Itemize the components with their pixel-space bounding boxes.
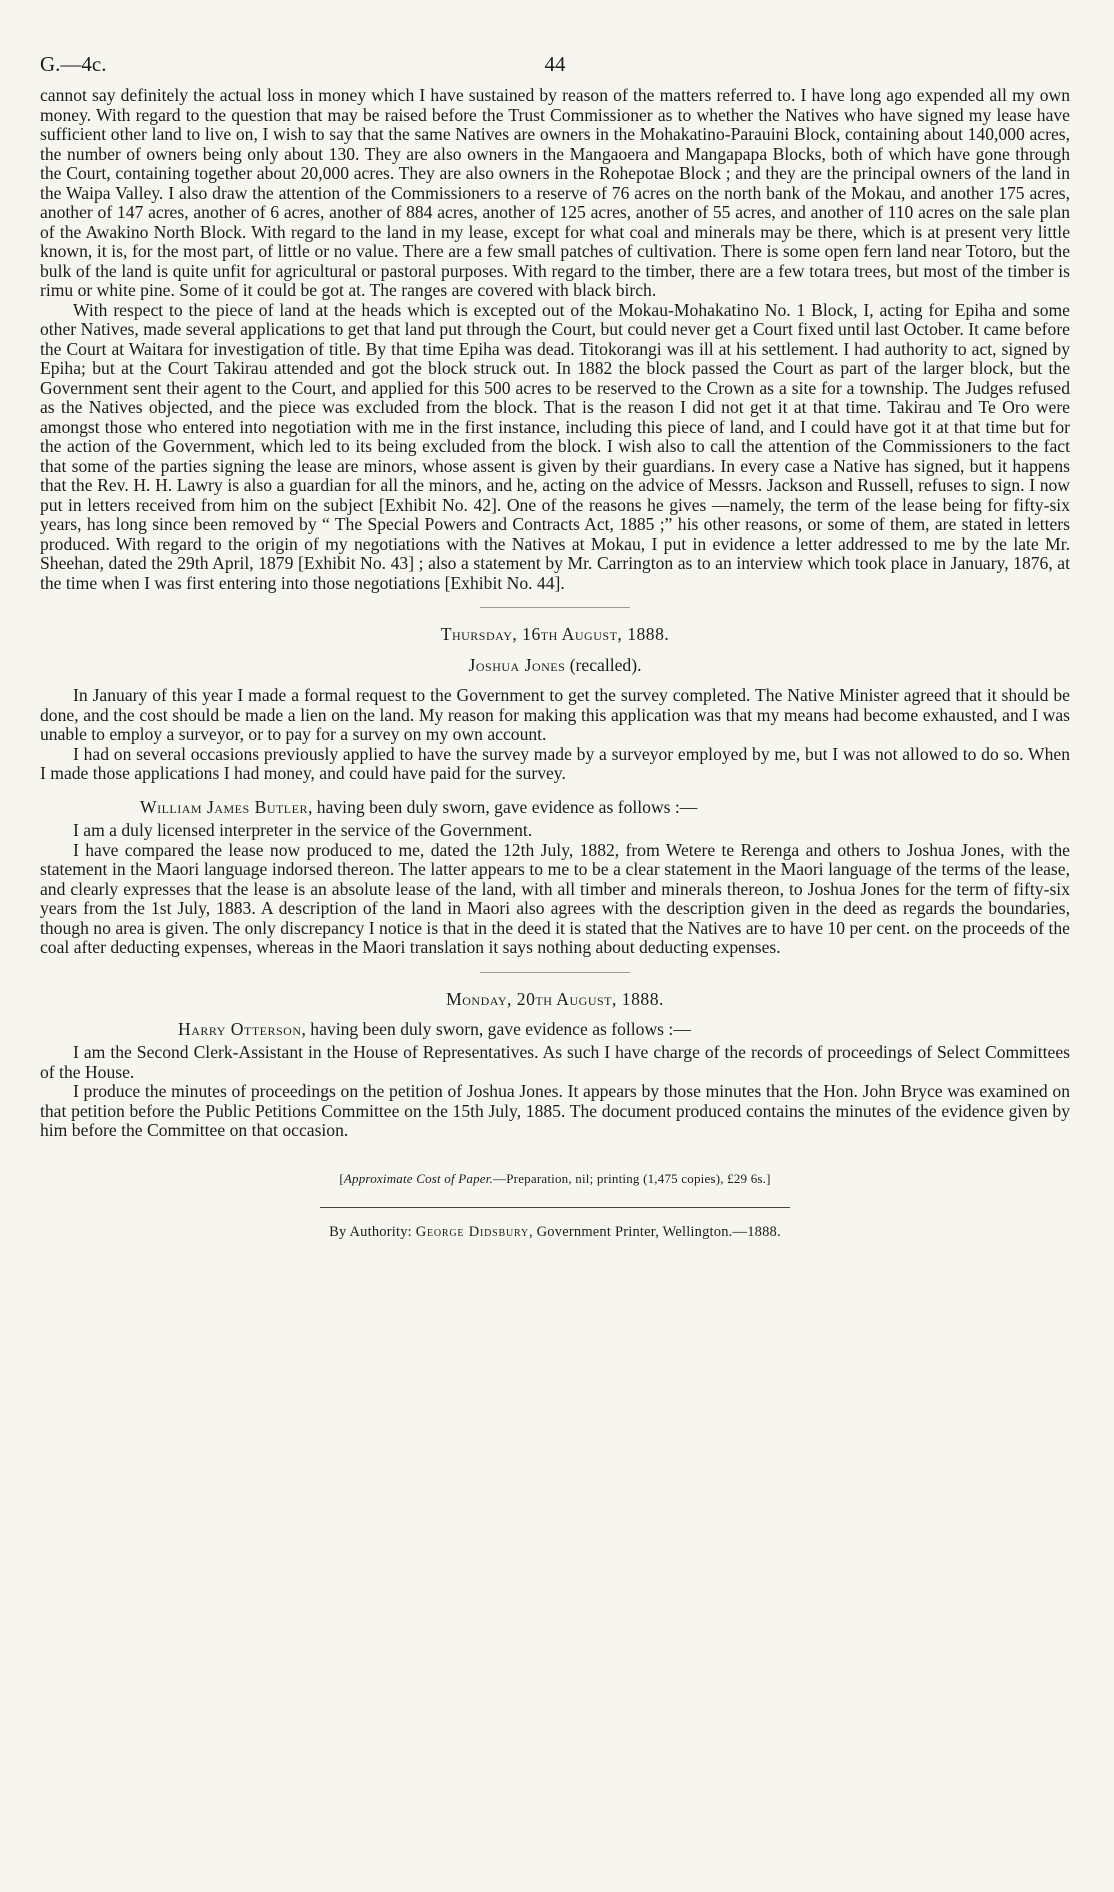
evidence-paragraph: In January of this year I made a formal request to the Government to get the survey completed. The Native Minister agreed that it should be done, and the cost should be made a lien on the land. My reason for making this application was that my means had become exhausted, and I was unable to employ a surveyor, or to pay for a survey on my own account. xyxy=(40,685,1070,744)
page-number: 44 xyxy=(544,52,566,76)
evidence-paragraph: I had on several occasions previously applied to have the survey made by a surveyor employed by me, but I was not allowed to do so. When I made those applications I had money, and could have paid for the survey. xyxy=(40,743,1070,783)
witness-note: (recalled). xyxy=(565,655,642,675)
evidence-paragraph: I am the Second Clerk-Assistant in the House of Representatives. As such I have charge of the records of proceedings of Select Committees of the House. xyxy=(40,1042,1070,1082)
witness-heading xyxy=(40,655,1070,676)
footer-rule xyxy=(320,1207,790,1208)
section-divider xyxy=(480,607,630,608)
evidence-paragraph: cannot say definitely the actual loss in money which I have sustained by reason of the matters referred to. I have long ago expended all my own money. With regard to the question that may be raised before the Trust Commissioner as to whether the Natives who have signed my lease have sufficient other land to live on, I wish to say that the same Natives are owners in the Mohakatino-Parauini Block, containing about 140,000 acres, the number of owners being only about 130. They are also owners in the Mangaoera and Mangapapa Blocks, both of which have gone through the Court, containing together about 20,000 acres. They are also owners in the Rohepotae Block ; and they are the principal owners of the land in the Waipa Valley. I also draw the attention of the Commissioners to a reserve of 76 acres on the north bank of the Mokau, and another 175 acres, another of 147 acres, another of 6 acres, another of 884 acres, another of 125 acres, another of 55 acres, and another of 110 acres on the sale plan of the Awakino North Block. With regard to the land in my lease, except for what coal and minerals may be there, which is at present very little known, it is, for the most part, of little or no value. There are a few small patches of cultivation. There is some open fern land near Totoro, but the bulk of the land is quite unfit for agricultural or pastoral purposes. With regard to the timber, there are a few totara trees, but most of the timber is rimu or white pine. Some of it could be got at. The ranges are covered with black birch. xyxy=(40,85,1070,300)
continued-evidence xyxy=(40,86,1070,593)
footnote-text: —Preparation, nil; printing (1,475 copies), £29 6s.] xyxy=(493,1170,771,1186)
cost-footnote xyxy=(40,1171,1070,1187)
printer-imprint xyxy=(40,1224,1070,1241)
evidence-paragraph: I produce the minutes of proceedings on the petition of Joshua Jones. It appears by those minutes that the Hon. John Bryce was examined on that petition before the Public Petitions Committee on the 15th July, 1885. The document produced contains the minutes of the evidence given by him before the Committee on that occasion. xyxy=(40,1081,1070,1140)
evidence-paragraph: I am a duly licensed interpreter in the service of the Government. xyxy=(73,820,533,840)
document-reference: G.—4c. xyxy=(40,52,107,76)
document-page xyxy=(40,52,1070,1241)
witness-intro xyxy=(40,798,1070,818)
hearing-section-monday xyxy=(40,989,1070,1141)
witness-sworn-text: , having been duly sworn, gave evidence as follows :— xyxy=(307,796,698,817)
witness-name: Harry Otterson xyxy=(178,1018,302,1039)
imprint-suffix: , Government Printer, Wellington.—1888. xyxy=(528,1223,781,1240)
footnote-label: Approximate Cost of Paper. xyxy=(343,1170,494,1186)
date-heading: Monday, 20th August, 1888. xyxy=(446,988,664,1009)
imprint-prefix: By Authority: xyxy=(329,1223,416,1240)
page-header xyxy=(40,52,1070,86)
footnote-bracket: [ xyxy=(339,1170,344,1186)
witness-sworn-text: , having been duly sworn, gave evidence as follows :— xyxy=(301,1018,691,1039)
hearing-section-thursday xyxy=(40,624,1070,958)
witness-intro xyxy=(40,1020,1070,1040)
section-divider xyxy=(480,972,630,973)
witness-name: Joshua Jones xyxy=(468,655,566,675)
date-heading: Thursday, 16th August, 1888. xyxy=(440,624,670,644)
printer-name: George Didsbury xyxy=(415,1223,529,1240)
evidence-paragraph: With respect to the piece of land at the heads which is excepted out of the Mokau-Mohakatino No. 1 Block, I, acting for Epiha and some other Natives, made several applications to get that land put through the Court, but could never get a Court fixed until last October. It came before the Court at Waitara for investigation of title. By that time Epiha was dead. Titokorangi was ill at his settlement. I had authority to act, signed by Epiha; but at the Court Takirau attended and got the block struck out. In 1882 the block passed the Court as part of the larger block, but the Government sent their agent to the Court, and applied for this 500 acres to be reserved to the Crown as a site for a township. The Judges refused as the Natives objected, and the piece was excluded from the block. That is the reason I did not get it at that time. Takirau and Te Oro were amongst those who entered into negotiation with me in the first instance, including this piece of land, and I could have got it at that time but for the action of the Government, which led to its being excluded from the block. I wish also to call the attention of the Commissioners to the fact that some of the parties signing the lease are minors, whose assent is given by their guardians. In every case a Native has signed, but it happens that the Rev. H. H. Lawry is also a guardian for all the minors, and he, acting on the advice of Messrs. Jackson and Russell, refuses to sign. I now put in letters received from him on the subject [Exhibit No. 42]. One of the reasons he gives —namely, the term of the lease being for fifty-six years, has long since been removed by “ The Special Powers and Contracts Act, 1885 ;” his other reasons, or some of them, are stated in letters produced. With regard to the origin of my negotiations with the Natives at Mokau, I put in evidence a letter addressed to me by the late Mr. Sheehan, dated the 29th April, 1879 [Exhibit No. 43] ; also a statement by Mr. Carrington as to an interview which took place in January, 1876, at the time when I was first entering into those negotiations [Exhibit No. 44]. xyxy=(40,299,1070,593)
evidence-paragraph: I have compared the lease now produced to me, dated the 12th July, 1882, from Wetere te Rerenga and others to Joshua Jones, with the statement in the Maori language indorsed thereon. The latter appears to me to be a clear statement in the Maori language of the terms of the lease, and clearly expresses that the lease is an absolute lease of the land, with all timber and minerals thereon, to Joshua Jones for the term of fifty-six years from the 1st July, 1883. A description of the land in Maori also agrees with the description given in the deed as regards the boundaries, though no area is given. The only discrepancy I notice is that in the deed it is stated that the Natives are to have 10 per cent. on the proceeds of the coal after deducting expenses, whereas in the Maori translation it says nothing about deducting expenses. xyxy=(40,839,1070,957)
witness-name: William James Butler xyxy=(140,796,308,817)
